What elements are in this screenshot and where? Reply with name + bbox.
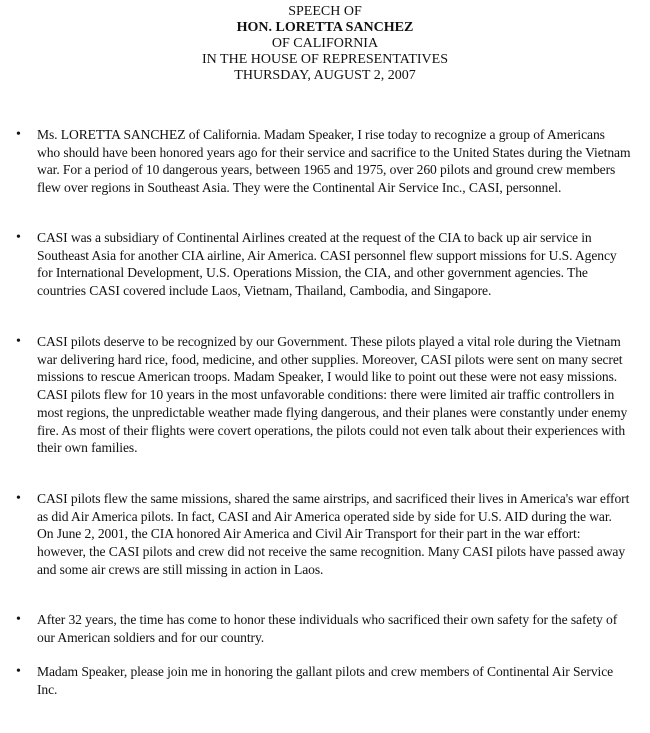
bullet-icon: •: [16, 491, 21, 506]
header-state: OF CALIFORNIA: [271, 36, 379, 51]
paragraph-text: After 32 years, the time has come to honor these individuals who sacrificed their own safety for the safety of our American soldiers and for our country.: [37, 612, 618, 645]
bullet-icon: •: [16, 664, 21, 679]
paragraph-text: CASI pilots flew the same missions, shared the same airstrips, and sacrificed their lives in America's war effort as did Air America pilots. In fact, CASI and Air America operated side by side for U.S. AID during the war. On June 2, 2001, the CIA honored Air America and Civil Air Transport for their part in the war effort: however, the CASI pilots and crew did not receive the same recognition. Many CASI pilots have passed away and some air crews are still missing in action in Laos.: [37, 491, 630, 577]
paragraph-text: Madam Speaker, please join me in honoring the gallant pilots and crew members of Continental Air Service Inc.: [37, 664, 614, 697]
paragraph-text: CASI was a subsidiary of Continental Airlines created at the request of the CIA to back up air service in Southeast Asia for another CIA airline, Air America. CASI personnel flew support missions for U.S. Agency for International Development, U.S. Operations Mission, the CIA, and other government agencies. The countries CASI covered include Laos, Vietnam, Thailand, Cambodia, and Singapore.: [37, 230, 617, 299]
header-speaker-name: HON. LORETTA SANCHEZ: [236, 20, 414, 35]
bullet-icon: •: [16, 127, 21, 142]
paragraph-text: Ms. LORETTA SANCHEZ of California. Madam Speaker, I rise today to recognize a group of Americans who should have been honored years ago for their service and sacrifice to the United States during the Vietnam war. For a period of 10 dangerous years, between 1965 and 1975, over 260 pilots and ground crew members flew over regions in Southeast Asia. They were the Continental Air Service Inc., CASI, personnel.: [37, 127, 631, 196]
header-speech-of: SPEECH OF: [288, 4, 362, 19]
header-chamber: IN THE HOUSE OF REPRESENTATIVES: [202, 52, 448, 67]
bullet-icon: •: [16, 612, 21, 627]
paragraph-text: CASI pilots deserve to be recognized by our Government. These pilots played a vital role during the Vietnam war delivering hard rice, food, medicine, and other supplies. Moreover, CASI pilots were sent on many secret missions to rescue American troops. Madam Speaker, I would like to point out these were not easy missions. CASI pilots flew for 10 years in the most unfavorable conditions: there were limited air traffic controllers in most regions, the unpredictable weather made flying dangerous, and their planes were constantly under enemy fire. As most of their flights were covert operations, the pilots could not even talk about their experiences with their own families.: [37, 334, 628, 456]
bullet-icon: •: [16, 230, 21, 245]
header-date: THURSDAY, AUGUST 2, 2007: [234, 68, 416, 83]
bullet-icon: •: [16, 334, 21, 349]
